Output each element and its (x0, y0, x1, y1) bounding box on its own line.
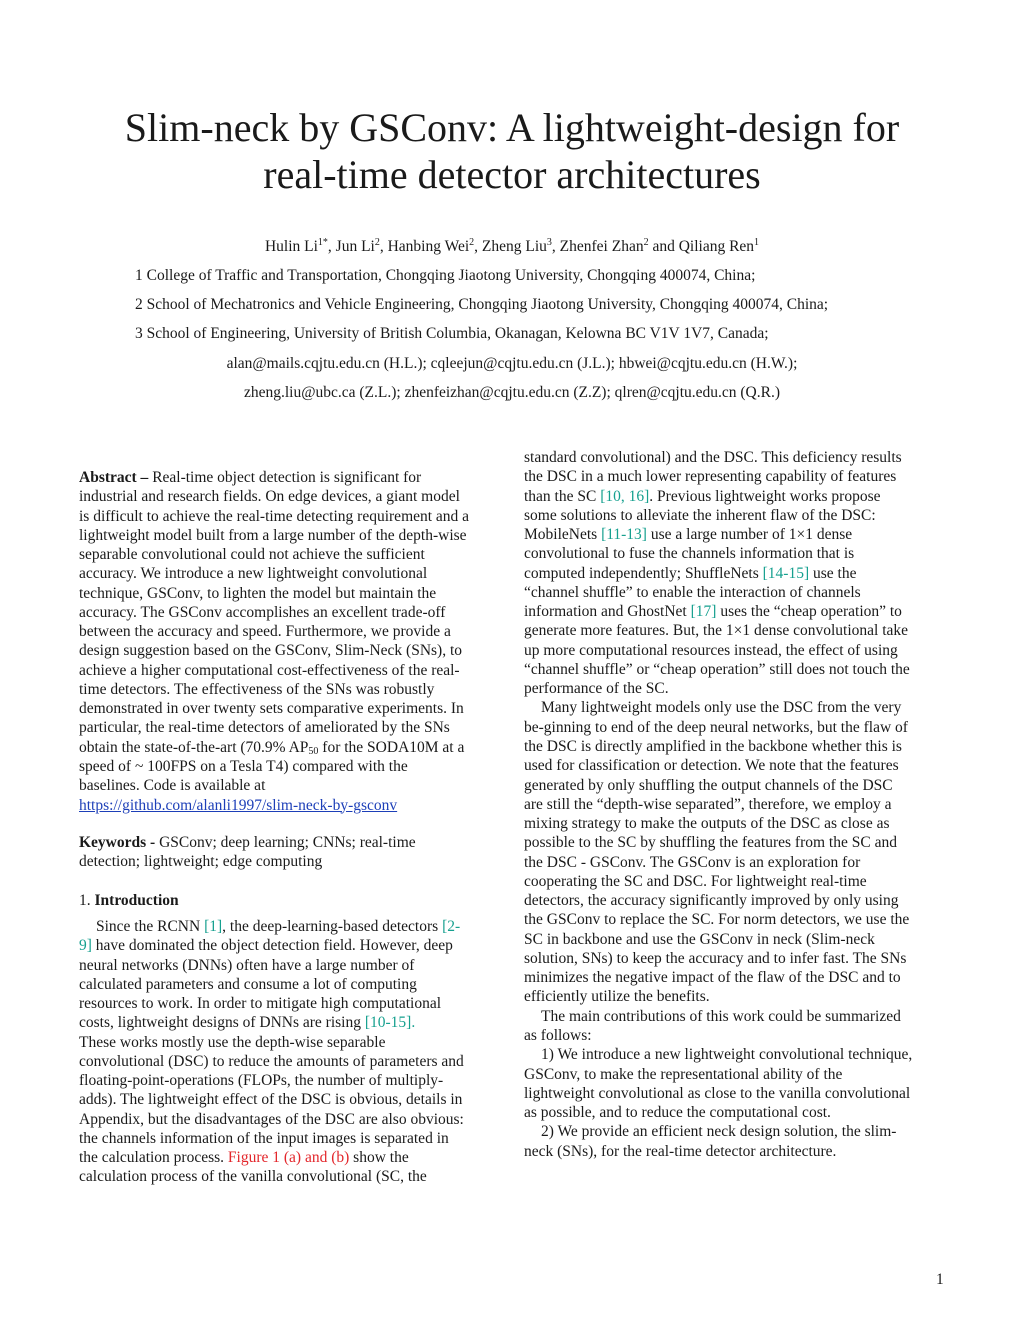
code-url-link[interactable]: https://github.com/alanli1997/slim-neck-by-gsconv (79, 796, 398, 814)
text-line: used for classification or detection. We note that the features (524, 757, 899, 775)
bold-label: Keywords - (79, 834, 156, 851)
text-span: use the (809, 564, 857, 582)
text-line: detectors, the accuracy significantly improved by only using (524, 892, 899, 910)
text-line: accuracy. We introduce a new lightweight convolutional (79, 565, 428, 583)
text-span: , Zhenfei Zhan (551, 238, 644, 255)
text-line: Many lightweight models only use the DSC from the very (541, 699, 902, 717)
text-line (524, 564, 949, 583)
citation-link[interactable]: 9] (79, 937, 92, 955)
text-line: are still the “depth-wise separated”, therefore, we employ a (524, 795, 892, 813)
text-line: accuracy. The GSConv accomplishes an excellent trade-off (79, 603, 446, 621)
citation-link[interactable]: [14-15] (762, 564, 810, 582)
text-line: the GSConv to replace the SC. For norm detectors, we use the (524, 911, 910, 929)
text-span: costs, lightweight designs of DNNs are rising (79, 1014, 365, 1032)
text-span: uses the “cheap operation” to (716, 603, 902, 621)
citation-link[interactable]: [10, 16] (600, 487, 650, 505)
paragraph (524, 698, 949, 1006)
text-line: detection; lightweight; edge computing (79, 853, 323, 871)
citation-link[interactable]: [17] (690, 603, 717, 621)
text-span: , Hanbing Wei (379, 238, 470, 255)
text-span: computed independently; ShuffleNets (524, 564, 763, 582)
text-line: “channel shuffle” or “cheap operation” still does not touch the (524, 660, 910, 678)
paragraph (524, 1007, 949, 1046)
text-line: technique, GSConv, to lighten the model but maintain the (79, 584, 437, 602)
citation-link[interactable]: [2- (442, 918, 461, 935)
text-line (79, 738, 504, 757)
text-line: is difficult to achieve the real-time detecting requirement and a (79, 507, 470, 525)
text-line: baselines. Code is available at (79, 777, 266, 795)
text-line: particular, the real-time detectors of ameliorated by the SNs (79, 719, 450, 737)
superscript: 2 (643, 237, 649, 248)
text-span: have dominated the object detection field. However, deep (91, 937, 453, 955)
introduction-text (79, 917, 504, 1187)
text-span: GSConv; deep learning; CNNs; real-time (155, 834, 416, 851)
bold-label: Abstract – (79, 469, 149, 486)
superscript: 2 (469, 237, 475, 248)
text-line: as possible, and to reduce the computational cost. (524, 1104, 831, 1122)
text-span: obtain the state-of-the-art (70.9% AP (79, 738, 309, 756)
superscript: 2 (374, 237, 380, 248)
paragraph (79, 891, 504, 910)
page-number: 1 (936, 1271, 944, 1288)
text-span: Real-time object detection is significant for (148, 469, 422, 486)
text-span: use a large number of 1×1 dense (646, 526, 853, 544)
paragraph (79, 917, 504, 1187)
text-line: some solutions to alleviate the inherent flaw of the DSC: (524, 506, 876, 524)
superscript: 1* (317, 237, 328, 248)
paragraph (79, 468, 504, 815)
citation-link[interactable]: [10-15]. (364, 1014, 416, 1032)
text-line (524, 487, 949, 506)
text-line: 2) We provide an efficient neck design solution, the slim- (541, 1123, 897, 1141)
text-span: than the SC (524, 487, 601, 505)
text-line: floating-point-operations (FLOPs, the number of multiply- (79, 1072, 444, 1090)
abstract (79, 468, 504, 815)
text-span: MobileNets (524, 526, 602, 544)
text-line (79, 917, 504, 936)
text-line: standard convolutional) and the DSC. This deficiency results (524, 449, 902, 466)
text-line: up more computational resources instead, the effect of using (524, 641, 898, 659)
text-line: efficiently utilize the benefits. (524, 988, 710, 1006)
figure-reference-link[interactable]: Figure 1 (a) and (b) (227, 1149, 350, 1167)
text-line: demonstrated in over twenty sets comparative experiments. In (79, 700, 464, 718)
text-span: 1. (79, 892, 95, 909)
keywords (79, 833, 504, 872)
section-heading-introduction (79, 891, 504, 910)
text-line: calculated parameters and consume a lot of computing (79, 975, 417, 993)
right-column-text (524, 448, 949, 1161)
text-line: SC in backbone and use the GSConv in neck (Slim-neck (524, 930, 875, 948)
affiliation-1: 1 College of Traffic and Transportation, Chongqing Jiaotong University, Chongqing 400074, China; (135, 267, 756, 284)
text-line: Appendix, but the disadvantages of the DSC are also obvious: (79, 1110, 464, 1128)
text-line: calculation process of the vanilla convolutional (SC, the (79, 1168, 427, 1186)
text-line: between the accuracy and speed. Furthermore, we provide a (79, 623, 451, 641)
text-line: GSConv, to make the representational ability of the (524, 1065, 843, 1083)
text-line: 1) We introduce a new lightweight convolutional technique, (541, 1046, 913, 1064)
paragraph (79, 833, 504, 872)
text-line: as follows: (524, 1026, 592, 1044)
text-line (79, 1148, 504, 1167)
text-line (79, 833, 504, 852)
citation-link[interactable]: [1] (204, 918, 223, 935)
text-span: . Previous lightweight works propose (649, 487, 881, 505)
text-line: neural networks (DNNs) often have a large number of (79, 956, 415, 974)
text-line: industrial and research fields. On edge devices, a giant model (79, 488, 460, 506)
text-line: achieve a higher computational cost-effectiveness of the real- (79, 661, 460, 679)
text-line (79, 936, 504, 955)
text-span: for the SODA10M at a (318, 738, 465, 756)
text-line (524, 525, 949, 544)
text-line (524, 602, 949, 621)
citation-link[interactable]: [11-13] (601, 526, 647, 544)
paragraph (524, 1122, 949, 1161)
text-line: convolutional (DSC) to reduce the amounts of parameters and (79, 1052, 464, 1070)
text-span: and Qiliang Ren (648, 238, 755, 255)
text-span: , Jun Li (327, 238, 375, 255)
text-line (79, 468, 504, 487)
text-span: show the (349, 1149, 409, 1167)
paper-title (0, 104, 1024, 198)
text-span: , Zheng Liu (474, 238, 547, 255)
text-line: convolutional to fuse the channels information that is (524, 545, 855, 563)
text-line: solution, SNs) to keep the accuracy and to infer fast. The SNs (524, 949, 907, 967)
text-span: the calculation process. (79, 1149, 228, 1167)
emails-line-1: alan@mails.cqjtu.edu.cn (H.L.); cqleejun@cqjtu.edu.cn (J.L.); hbwei@cqjtu.edu.cn (H.W.); (226, 355, 798, 372)
text-line: time detectors. The effectiveness of the SNs was robustly (79, 680, 435, 698)
affiliation-2: 2 School of Mechatronics and Vehicle Engineering, Chongqing Jiaotong University, Chongqing 400074, China; (135, 296, 829, 313)
text-line: adds). The lightweight effect of the DSC is obvious, details in (79, 1091, 463, 1109)
text-line: the DSC is directly amplified in the backbone whether this is (524, 737, 902, 755)
text-line: generate more features. But, the 1×1 dense convolutional take (524, 622, 909, 640)
title-line-1: Slim-neck by GSConv: A lightweight-design for (124, 105, 900, 150)
text-line: generated by only shuffling the output channels of the DSC (524, 776, 893, 794)
text-line: the DSC in a much lower representing capability of features (524, 468, 897, 486)
text-line: possible to the SC by shuffling the features from the SC and (524, 834, 897, 852)
text-line: neck (SNs), for the real-time detector architecture. (524, 1142, 837, 1160)
text-line: cooperating the SC and DSC. For lightweight real-time (524, 872, 867, 890)
text-line: resources to work. In order to mitigate high computational (79, 995, 442, 1013)
text-line: the channels information of the input images is separated in (79, 1129, 449, 1147)
text-line: The main contributions of this work could be summarized (541, 1007, 901, 1025)
text-line (79, 796, 504, 815)
text-line: “channel shuffle” to enable the interaction of channels (524, 583, 861, 601)
text-span: Hulin Li (264, 238, 318, 255)
text-line: lightweight model built from a large number of the depth-wise (79, 526, 467, 544)
emails-line-2: zheng.liu@ubc.ca (Z.L.); zhenfeizhan@cqjtu.edu.cn (Z.Z); qlren@cqjtu.edu.cn (Q.R.) (243, 384, 781, 401)
text-line: the DSC - GSConv. The GSConv is an exploration for (524, 853, 861, 871)
text-line: minimizes the negative impact of the flaw of the DSC and to (524, 969, 901, 987)
text-line (79, 1013, 504, 1032)
text-line: lightweight convolutional as close to the vanilla convolutional (524, 1084, 911, 1102)
text-line (79, 891, 504, 910)
title-line-2: real-time detector architectures (263, 152, 761, 197)
affiliation-3: 3 School of Engineering, University of British Columbia, Okanagan, Kelowna BC V1V 1V7, Canada; (135, 325, 769, 342)
text-line: be-ginning to end of the deep neural networks, but the flaw of (524, 718, 908, 736)
text-line: separable convolutional could not achieve the sufficient (79, 546, 425, 564)
text-line: mixing strategy to make the outputs of the DSC as close as (524, 815, 890, 833)
text-line: speed of ~ 100FPS on a Tesla T4) compared with the (79, 757, 408, 775)
text-span: information and GhostNet (524, 603, 691, 621)
paragraph (524, 448, 949, 698)
superscript: 1 (754, 237, 760, 248)
text-span: , the deep-learning-based detectors (222, 918, 443, 935)
text-line: performance of the SC. (524, 680, 669, 698)
paragraph (524, 1045, 949, 1122)
text-line: These works mostly use the depth-wise separable (79, 1033, 386, 1051)
text-line: design suggestion based on the GSConv, Slim-Neck (SNs), to (79, 642, 463, 660)
bold-label: Introduction (94, 892, 179, 909)
text-span: Since the RCNN (96, 918, 205, 935)
subscript: 50 (308, 745, 319, 757)
superscript: 3 (546, 237, 552, 248)
author-list (0, 237, 1024, 256)
